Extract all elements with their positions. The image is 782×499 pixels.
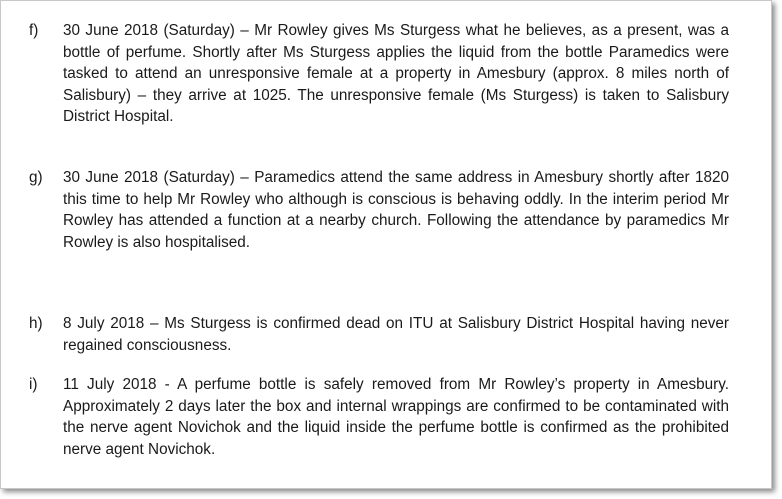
list-item-i [29,374,729,460]
list-item-text: 30 June 2018 (Saturday) – Paramedics attend the same address in Amesbury shortly after 1820 this time to help Mr Rowley who although is conscious is behaving oddly. In the interim period Mr Rowley has attended a function at a nearby church. Following the attendance by paramedics Mr Rowley is also hospitalised. [63,169,729,251]
list-marker: h) [29,315,43,332]
list-marker: i) [29,376,38,393]
list-item-text: 8 July 2018 – Ms Sturgess is confirmed dead on ITU at Salisbury District Hospital having never regained consciousness. [63,315,729,354]
list-marker: g) [29,169,43,186]
list-marker: f) [29,22,39,39]
list-item-f [29,20,729,128]
list-item-g [29,167,729,253]
list-item-text: 30 June 2018 (Saturday) – Mr Rowley gives Ms Sturgess what he believes, as a present, was a bottle of perfume. Shortly after Ms Sturgess applies the liquid from the bottle Paramedics were tasked to attend an unresponsive female at a property in Amesbury (approx. 8 miles north of Salisbury) – they arrive at 1025. The unresponsive female (Ms Sturgess) is taken to Salisbury District Hospital. [63,22,729,125]
list-item-text: 11 July 2018 - A perfume bottle is safely removed from Mr Rowley’s property in Amesbury. Approximately 2 days later the box and internal wrappings are confirmed to be contaminated with the nerve agent Novichok and the liquid inside the perfume bottle is confirmed as the prohibited nerve agent Novichok. [63,376,729,458]
list-item-h [29,313,729,356]
